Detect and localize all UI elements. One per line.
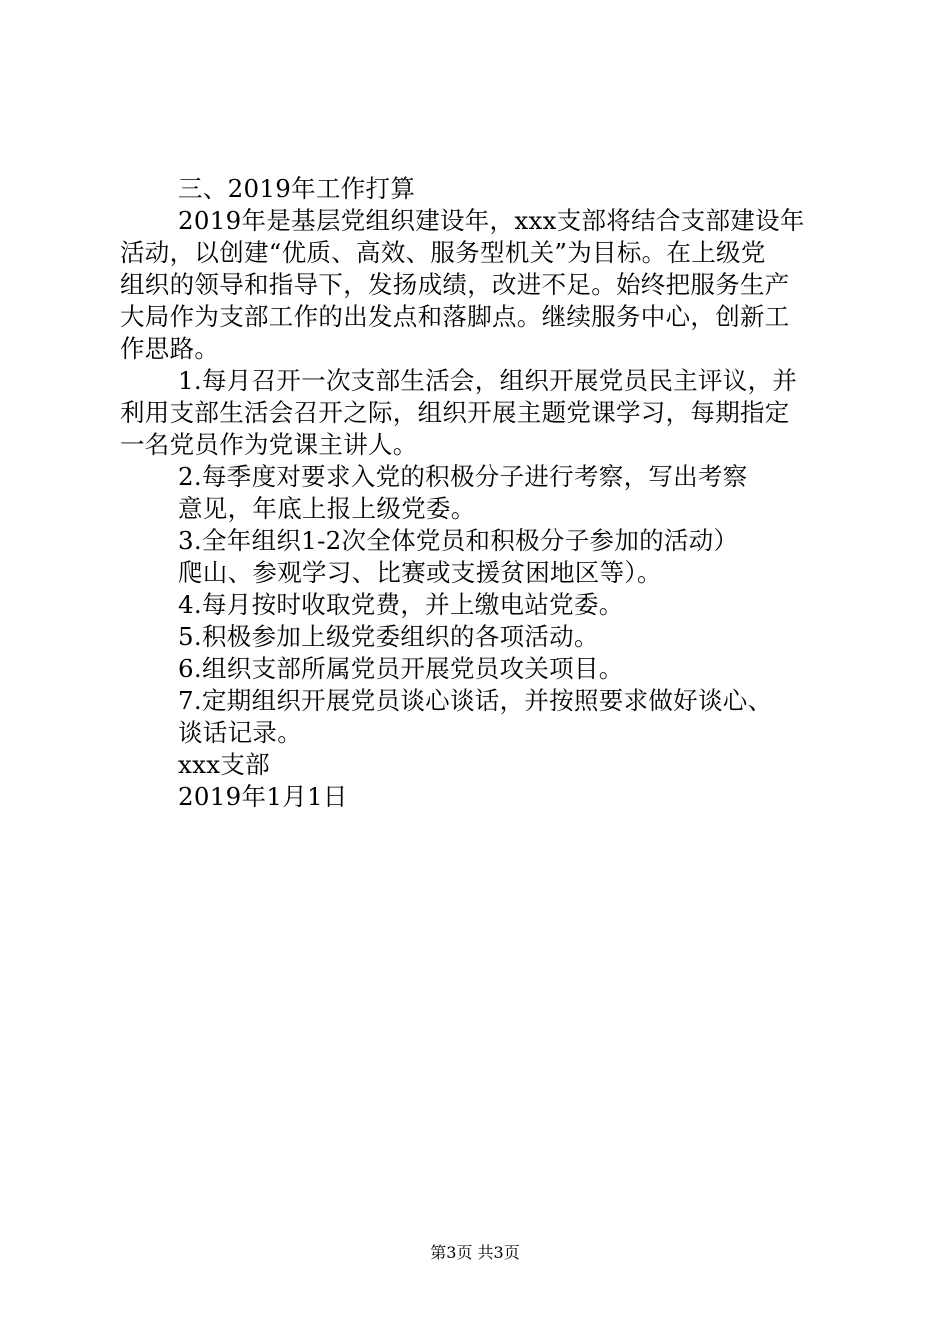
item-1-line-2: 利用支部生活会召开之际，组织开展主题党课学习，每期指定 [120, 398, 790, 427]
item-3-line-1: 3.全年组织1-2次全体党员和积极分子参加的活动） [178, 526, 739, 555]
item-7-line-1: 7.定期组织开展党员谈心谈话，并按照要求做好谈心、 [178, 686, 773, 715]
intro-line-2: 活动，以创建“优质、高效、服务型机关”为目标。在上级党 [120, 238, 766, 267]
item-1-line-1: 1.每月召开一次支部生活会，组织开展党员民主评议，并 [178, 366, 798, 395]
item-2-line-1: 2.每季度对要求入党的积极分子进行考察，写出考察 [178, 462, 748, 491]
item-1-line-3: 一名党员作为党课主讲人。 [120, 430, 418, 459]
page-footer: 第3页 共3页 [430, 1243, 520, 1262]
item-3-line-2: 爬山、参观学习、比赛或支援贫困地区等）。 [178, 558, 662, 587]
intro-line-3: 组织的领导和指导下，发扬成绩，改进不足。始终把服务生产 [120, 270, 790, 299]
item-5: 5.积极参加上级党委组织的各项活动。 [178, 622, 599, 651]
item-2-line-2: 意见，年底上报上级党委。 [178, 494, 476, 523]
signature: xxx支部 [178, 750, 270, 779]
item-6: 6.组织支部所属党员开展党员攻关项目。 [178, 654, 624, 683]
item-7-line-2: 谈话记录。 [178, 718, 302, 747]
item-4: 4.每月按时收取党费，并上缴电站党委。 [178, 590, 624, 619]
intro-line-1: 2019年是基层党组织建设年，xxx支部将结合支部建设年 [178, 206, 805, 235]
section-heading: 三、2019年工作打算 [178, 174, 416, 203]
intro-line-4: 大局作为支部工作的出发点和落脚点。继续服务中心，创新工 [120, 302, 790, 331]
intro-line-5: 作思路。 [120, 334, 220, 363]
date: 2019年1月1日 [178, 782, 348, 811]
